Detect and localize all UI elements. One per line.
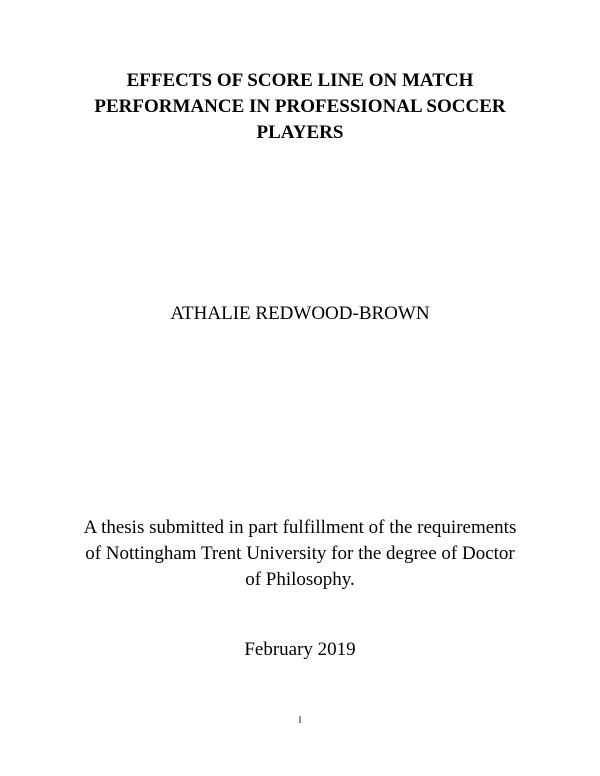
title-line: PERFORMANCE IN PROFESSIONAL SOCCER bbox=[94, 96, 506, 117]
degree-statement bbox=[40, 515, 560, 593]
author-name: ATHALIE REDWOOD-BROWN bbox=[170, 303, 430, 324]
statement-line: of Philosophy. bbox=[245, 569, 355, 590]
title-line: EFFECTS OF SCORE LINE ON MATCH bbox=[126, 70, 474, 91]
submission-date: February 2019 bbox=[244, 639, 356, 660]
statement-line: A thesis submitted in part fulfillment of the requirements bbox=[83, 517, 517, 538]
thesis-title bbox=[60, 68, 540, 146]
title-line: PLAYERS bbox=[256, 122, 344, 143]
statement-line: of Nottingham Trent University for the degree of Doctor bbox=[85, 543, 515, 564]
page-number: I bbox=[298, 715, 302, 725]
